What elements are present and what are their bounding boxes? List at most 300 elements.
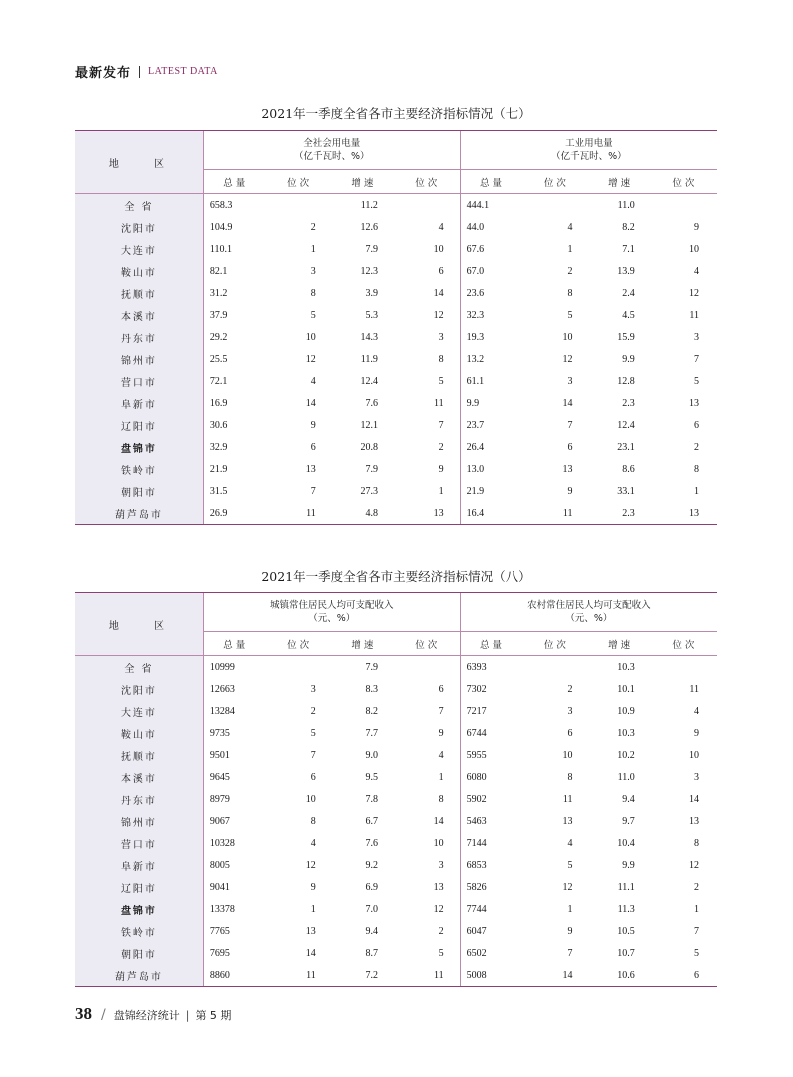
growth-cell: 8.3 bbox=[365, 683, 378, 695]
rank-cell: 9 bbox=[567, 485, 573, 497]
rank-cell: 1 bbox=[694, 903, 699, 915]
total-cell: 5955 bbox=[460, 744, 524, 766]
table-row bbox=[75, 458, 717, 480]
rank-cell: 9 bbox=[694, 727, 699, 739]
rank-cell: 14 bbox=[562, 397, 573, 409]
growth-cell: 27.3 bbox=[360, 485, 378, 497]
growth-cell: 10.2 bbox=[617, 749, 635, 761]
growth-cell: 4.8 bbox=[332, 502, 396, 525]
total-cell: 110.1 bbox=[203, 238, 267, 260]
growth-cell: 9.7 bbox=[622, 815, 635, 827]
rank-cell: 13 bbox=[433, 881, 444, 893]
total-cell: 5826 bbox=[460, 876, 524, 898]
rank-cell: 14 bbox=[305, 947, 316, 959]
rank-cell: 4 bbox=[310, 375, 316, 387]
total-cell: 6853 bbox=[460, 854, 524, 876]
total-cell: 13.2 bbox=[460, 348, 524, 370]
col-header: 总量 bbox=[203, 170, 267, 194]
growth-cell: 10.7 bbox=[617, 947, 635, 959]
growth-cell: 10.3 bbox=[617, 727, 635, 739]
table-row bbox=[75, 656, 717, 679]
growth-cell: 9.4 bbox=[365, 925, 378, 937]
rank-cell: 1 bbox=[310, 903, 316, 915]
rank-cell: 7 bbox=[567, 419, 573, 431]
rank-cell: 10 bbox=[562, 331, 573, 343]
total-cell: 32.3 bbox=[460, 304, 524, 326]
table-row bbox=[75, 304, 717, 326]
rank-cell: 8 bbox=[310, 287, 316, 299]
total-cell: 6080 bbox=[460, 766, 524, 788]
group-title: 农村常住居民人均可支配收入 bbox=[527, 600, 651, 611]
rank-cell: 6 bbox=[438, 265, 444, 277]
table8 bbox=[75, 592, 717, 987]
rank-cell bbox=[396, 656, 460, 679]
rank-cell: 9 bbox=[567, 925, 573, 937]
rank-cell: 8 bbox=[438, 793, 444, 805]
total-cell: 7302 bbox=[460, 678, 524, 700]
rank-cell: 1 bbox=[567, 903, 573, 915]
total-cell: 9067 bbox=[203, 810, 267, 832]
total-cell: 19.3 bbox=[460, 326, 524, 348]
growth-cell: 2.4 bbox=[622, 287, 635, 299]
region-cell: 朝阳市 bbox=[75, 942, 203, 964]
rank-cell: 12 bbox=[562, 353, 573, 365]
region-cell: 辽阳市 bbox=[75, 876, 203, 898]
total-cell: 7217 bbox=[460, 700, 524, 722]
rank-cell: 4 bbox=[694, 265, 699, 277]
total-cell: 23.7 bbox=[460, 414, 524, 436]
region-cell: 本溪市 bbox=[75, 304, 203, 326]
col-header: 增速 bbox=[332, 632, 396, 656]
total-cell: 13284 bbox=[203, 700, 267, 722]
rank-cell: 7 bbox=[694, 353, 699, 365]
rank-cell bbox=[268, 656, 332, 679]
rank-cell: 3 bbox=[310, 683, 316, 695]
region-cell: 抚顺市 bbox=[75, 282, 203, 304]
col-header: 总量 bbox=[460, 632, 524, 656]
table-row bbox=[75, 678, 717, 700]
rank-cell: 2 bbox=[310, 221, 316, 233]
growth-cell: 7.9 bbox=[365, 463, 378, 475]
table7 bbox=[75, 130, 717, 525]
rank-cell: 6 bbox=[567, 441, 573, 453]
rank-cell: 12 bbox=[689, 859, 699, 871]
table7-body bbox=[75, 194, 717, 525]
table-row bbox=[75, 964, 717, 987]
region-cell: 丹东市 bbox=[75, 788, 203, 810]
region-cell: 丹东市 bbox=[75, 326, 203, 348]
region-cell: 鞍山市 bbox=[75, 722, 203, 744]
total-cell: 7744 bbox=[460, 898, 524, 920]
rank-cell: 5 bbox=[438, 375, 444, 387]
total-cell: 13378 bbox=[203, 898, 267, 920]
table-row bbox=[75, 810, 717, 832]
rank-cell: 5 bbox=[310, 727, 316, 739]
rank-cell: 4 bbox=[438, 749, 444, 761]
growth-cell: 5.3 bbox=[365, 309, 378, 321]
group-header-electricity bbox=[203, 131, 460, 170]
region-header: 地 区 bbox=[75, 593, 203, 656]
col-header: 位次 bbox=[653, 632, 717, 656]
section-subtitle: LATEST DATA bbox=[148, 66, 218, 77]
table-row bbox=[75, 392, 717, 414]
table-row bbox=[75, 942, 717, 964]
total-cell: 10328 bbox=[203, 832, 267, 854]
table-row bbox=[75, 502, 717, 525]
rank-cell: 10 bbox=[433, 243, 444, 255]
growth-cell: 8.6 bbox=[622, 463, 635, 475]
growth-cell: 11.2 bbox=[360, 199, 378, 211]
rank-cell: 13 bbox=[305, 925, 316, 937]
table-row bbox=[75, 480, 717, 502]
total-cell: 9735 bbox=[203, 722, 267, 744]
total-cell: 9041 bbox=[203, 876, 267, 898]
total-cell: 658.3 bbox=[203, 194, 267, 217]
region-cell: 铁岭市 bbox=[75, 458, 203, 480]
col-header: 总量 bbox=[203, 632, 267, 656]
col-header: 增速 bbox=[332, 170, 396, 194]
rank-cell: 2 bbox=[310, 705, 316, 717]
growth-cell: 11.3 bbox=[617, 903, 635, 915]
total-cell: 5902 bbox=[460, 788, 524, 810]
growth-cell: 9.4 bbox=[622, 793, 635, 805]
table-row bbox=[75, 282, 717, 304]
rank-cell: 9 bbox=[310, 881, 316, 893]
region-cell: 锦州市 bbox=[75, 810, 203, 832]
group-title: 全社会用电量 bbox=[303, 138, 361, 149]
total-cell: 30.6 bbox=[203, 414, 267, 436]
rank-cell: 1 bbox=[438, 485, 444, 497]
table-row bbox=[75, 216, 717, 238]
group-title: 工业用电量 bbox=[565, 138, 613, 149]
total-cell: 9.9 bbox=[460, 392, 524, 414]
col-header: 位次 bbox=[268, 632, 332, 656]
growth-cell: 7.9 bbox=[365, 243, 378, 255]
rank-cell: 2 bbox=[694, 881, 699, 893]
total-cell: 5463 bbox=[460, 810, 524, 832]
rank-cell: 10 bbox=[305, 793, 316, 805]
rank-cell bbox=[396, 194, 460, 217]
growth-cell: 20.8 bbox=[360, 441, 378, 453]
rank-cell: 9 bbox=[310, 419, 316, 431]
total-cell: 10999 bbox=[203, 656, 267, 679]
total-cell: 21.9 bbox=[460, 480, 524, 502]
region-cell: 营口市 bbox=[75, 832, 203, 854]
table-row bbox=[75, 832, 717, 854]
growth-cell: 7.8 bbox=[365, 793, 378, 805]
region-cell: 阜新市 bbox=[75, 854, 203, 876]
rank-cell: 13 bbox=[396, 502, 460, 525]
growth-cell: 14.3 bbox=[360, 331, 378, 343]
growth-cell: 12.1 bbox=[360, 419, 378, 431]
rank-cell: 14 bbox=[689, 793, 699, 805]
rank-cell: 6 bbox=[310, 771, 316, 783]
rank-cell: 13 bbox=[562, 463, 573, 475]
rank-cell: 8 bbox=[567, 771, 573, 783]
group-unit: （元、%） bbox=[565, 613, 613, 624]
rank-cell: 13 bbox=[562, 815, 573, 827]
region-cell: 朝阳市 bbox=[75, 480, 203, 502]
rank-cell: 12 bbox=[305, 859, 316, 871]
rank-cell: 2 bbox=[438, 925, 444, 937]
rank-cell: 10 bbox=[689, 243, 699, 255]
rank-cell: 8 bbox=[694, 837, 699, 849]
table7-title: 2021年一季度全省各市主要经济指标情况（七） bbox=[261, 106, 531, 121]
rank-cell: 11 bbox=[268, 502, 332, 525]
rank-cell: 14 bbox=[433, 287, 444, 299]
group-title: 城镇常住居民人均可支配收入 bbox=[270, 600, 394, 611]
region-cell: 大连市 bbox=[75, 700, 203, 722]
region-cell: 盘锦市 bbox=[75, 898, 203, 920]
region-cell: 葫芦岛市 bbox=[75, 502, 203, 525]
total-cell: 444.1 bbox=[460, 194, 524, 217]
total-cell: 16.4 bbox=[460, 502, 524, 525]
rank-cell: 12 bbox=[689, 287, 699, 299]
region-cell: 大连市 bbox=[75, 238, 203, 260]
rank-cell: 13 bbox=[305, 463, 316, 475]
growth-cell: 8.7 bbox=[365, 947, 378, 959]
rank-cell: 3 bbox=[438, 859, 444, 871]
rank-cell: 3 bbox=[694, 331, 699, 343]
growth-cell: 12.6 bbox=[360, 221, 378, 233]
total-cell: 8979 bbox=[203, 788, 267, 810]
total-cell: 72.1 bbox=[203, 370, 267, 392]
table-row bbox=[75, 744, 717, 766]
rank-cell: 4 bbox=[694, 705, 699, 717]
region-cell: 营口市 bbox=[75, 370, 203, 392]
rank-cell: 12 bbox=[433, 309, 444, 321]
col-header: 位次 bbox=[653, 170, 717, 194]
growth-cell: 7.0 bbox=[365, 903, 378, 915]
table-row bbox=[75, 348, 717, 370]
rank-cell: 7 bbox=[310, 485, 316, 497]
rank-cell: 6 bbox=[567, 727, 573, 739]
rank-cell: 7 bbox=[310, 749, 316, 761]
rank-cell: 2 bbox=[567, 265, 573, 277]
section-header bbox=[75, 62, 218, 81]
rank-cell bbox=[653, 194, 717, 217]
rank-cell bbox=[524, 656, 588, 679]
rank-cell: 11 bbox=[268, 964, 332, 987]
rank-cell: 11 bbox=[689, 309, 699, 321]
page-footer bbox=[75, 1004, 231, 1024]
region-cell: 抚顺市 bbox=[75, 744, 203, 766]
total-cell: 5008 bbox=[460, 964, 524, 987]
rank-cell: 13 bbox=[689, 397, 699, 409]
total-cell: 31.2 bbox=[203, 282, 267, 304]
rank-cell: 6 bbox=[653, 964, 717, 987]
rank-cell: 10 bbox=[689, 749, 699, 761]
section-title: 最新发布 bbox=[75, 66, 132, 81]
rank-cell: 4 bbox=[438, 221, 444, 233]
total-cell: 31.5 bbox=[203, 480, 267, 502]
growth-cell: 4.5 bbox=[622, 309, 635, 321]
rank-cell: 11 bbox=[524, 502, 588, 525]
rank-cell: 13 bbox=[653, 502, 717, 525]
growth-cell: 9.2 bbox=[365, 859, 378, 871]
group-header-industrial-electricity bbox=[460, 131, 717, 170]
rank-cell bbox=[524, 194, 588, 217]
growth-cell: 9.9 bbox=[622, 353, 635, 365]
rank-cell: 4 bbox=[567, 837, 573, 849]
total-cell: 67.6 bbox=[460, 238, 524, 260]
rank-cell: 10 bbox=[305, 331, 316, 343]
growth-cell: 10.3 bbox=[617, 661, 635, 673]
rank-cell: 3 bbox=[438, 331, 444, 343]
growth-cell: 12.4 bbox=[617, 419, 635, 431]
rank-cell: 8 bbox=[438, 353, 444, 365]
table8-title: 2021年一季度全省各市主要经济指标情况（八） bbox=[261, 569, 531, 584]
total-cell: 9645 bbox=[203, 766, 267, 788]
growth-cell: 33.1 bbox=[617, 485, 635, 497]
table-row bbox=[75, 920, 717, 942]
total-cell: 26.9 bbox=[203, 502, 267, 525]
rank-cell: 14 bbox=[524, 964, 588, 987]
region-cell: 全 省 bbox=[75, 194, 203, 217]
col-header: 位次 bbox=[396, 632, 460, 656]
rank-cell: 3 bbox=[567, 375, 573, 387]
total-cell: 25.5 bbox=[203, 348, 267, 370]
region-cell: 本溪市 bbox=[75, 766, 203, 788]
table-row bbox=[75, 854, 717, 876]
total-cell: 6502 bbox=[460, 942, 524, 964]
growth-cell: 7.1 bbox=[622, 243, 635, 255]
footer-separator: | bbox=[185, 1009, 190, 1022]
table-row bbox=[75, 260, 717, 282]
growth-cell: 10.4 bbox=[617, 837, 635, 849]
rank-cell: 7 bbox=[438, 419, 444, 431]
rank-cell: 11 bbox=[396, 964, 460, 987]
region-cell: 盘锦市 bbox=[75, 436, 203, 458]
growth-cell: 12.4 bbox=[360, 375, 378, 387]
col-header: 增速 bbox=[589, 170, 653, 194]
region-cell: 鞍山市 bbox=[75, 260, 203, 282]
table-row bbox=[75, 876, 717, 898]
growth-cell: 12.3 bbox=[360, 265, 378, 277]
rank-cell: 5 bbox=[567, 859, 573, 871]
rank-cell: 12 bbox=[305, 353, 316, 365]
col-header: 位次 bbox=[524, 632, 588, 656]
rank-cell: 9 bbox=[694, 221, 699, 233]
rank-cell: 1 bbox=[438, 771, 444, 783]
footer-slash: / bbox=[101, 1007, 106, 1023]
total-cell: 13.0 bbox=[460, 458, 524, 480]
region-cell: 沈阳市 bbox=[75, 216, 203, 238]
growth-cell: 10.5 bbox=[617, 925, 635, 937]
total-cell: 61.1 bbox=[460, 370, 524, 392]
growth-cell: 11.0 bbox=[617, 199, 635, 211]
total-cell: 29.2 bbox=[203, 326, 267, 348]
rank-cell: 14 bbox=[433, 815, 444, 827]
region-cell: 沈阳市 bbox=[75, 678, 203, 700]
growth-cell: 11.1 bbox=[617, 881, 635, 893]
total-cell: 8005 bbox=[203, 854, 267, 876]
rank-cell: 5 bbox=[694, 375, 699, 387]
group-header-urban-income bbox=[203, 593, 460, 632]
table-row bbox=[75, 194, 717, 217]
rank-cell: 4 bbox=[567, 221, 573, 233]
rank-cell: 6 bbox=[694, 419, 699, 431]
col-header: 位次 bbox=[524, 170, 588, 194]
total-cell: 12663 bbox=[203, 678, 267, 700]
rank-cell: 12 bbox=[433, 903, 444, 915]
table8-body bbox=[75, 656, 717, 987]
total-cell: 7765 bbox=[203, 920, 267, 942]
growth-cell: 7.9 bbox=[365, 661, 378, 673]
growth-cell: 9.9 bbox=[622, 859, 635, 871]
rank-cell: 11 bbox=[562, 793, 573, 805]
col-header: 位次 bbox=[396, 170, 460, 194]
rank-cell: 3 bbox=[310, 265, 316, 277]
growth-cell: 6.9 bbox=[365, 881, 378, 893]
growth-cell: 6.7 bbox=[365, 815, 378, 827]
col-header: 总量 bbox=[460, 170, 524, 194]
magazine-name: 盘锦经济统计 bbox=[113, 1009, 180, 1022]
growth-cell: 9.5 bbox=[365, 771, 378, 783]
growth-cell: 11.9 bbox=[360, 353, 378, 365]
growth-cell: 23.1 bbox=[617, 441, 635, 453]
rank-cell: 8 bbox=[694, 463, 699, 475]
rank-cell: 6 bbox=[310, 441, 316, 453]
rank-cell: 11 bbox=[689, 683, 699, 695]
region-cell: 辽阳市 bbox=[75, 414, 203, 436]
growth-cell: 2.3 bbox=[622, 397, 635, 409]
group-unit: （元、%） bbox=[308, 613, 356, 624]
total-cell: 7144 bbox=[460, 832, 524, 854]
region-cell: 葫芦岛市 bbox=[75, 964, 203, 987]
rank-cell: 8 bbox=[310, 815, 316, 827]
growth-cell: 7.2 bbox=[332, 964, 396, 987]
col-header: 位次 bbox=[268, 170, 332, 194]
rank-cell: 9 bbox=[438, 727, 444, 739]
total-cell: 16.9 bbox=[203, 392, 267, 414]
rank-cell: 7 bbox=[438, 705, 444, 717]
total-cell: 6393 bbox=[460, 656, 524, 679]
growth-cell: 7.6 bbox=[365, 397, 378, 409]
total-cell: 7695 bbox=[203, 942, 267, 964]
growth-cell: 8.2 bbox=[622, 221, 635, 233]
region-cell: 铁岭市 bbox=[75, 920, 203, 942]
total-cell: 44.0 bbox=[460, 216, 524, 238]
rank-cell: 2 bbox=[694, 441, 699, 453]
table-row bbox=[75, 898, 717, 920]
issue-number: 第 5 期 bbox=[195, 1009, 232, 1022]
total-cell: 6047 bbox=[460, 920, 524, 942]
rank-cell: 13 bbox=[689, 815, 699, 827]
rank-cell: 5 bbox=[694, 947, 699, 959]
rank-cell: 2 bbox=[438, 441, 444, 453]
group-header-rural-income bbox=[460, 593, 717, 632]
growth-cell: 8.2 bbox=[365, 705, 378, 717]
growth-cell: 7.6 bbox=[365, 837, 378, 849]
col-header: 增速 bbox=[589, 632, 653, 656]
growth-cell: 10.6 bbox=[589, 964, 653, 987]
table-row bbox=[75, 414, 717, 436]
table-row bbox=[75, 766, 717, 788]
group-unit: （亿千瓦时、%） bbox=[551, 151, 627, 162]
growth-cell: 13.9 bbox=[617, 265, 635, 277]
rank-cell: 8 bbox=[567, 287, 573, 299]
rank-cell: 10 bbox=[562, 749, 573, 761]
rank-cell: 7 bbox=[694, 925, 699, 937]
total-cell: 23.6 bbox=[460, 282, 524, 304]
rank-cell: 6 bbox=[438, 683, 444, 695]
growth-cell: 10.9 bbox=[617, 705, 635, 717]
total-cell: 104.9 bbox=[203, 216, 267, 238]
total-cell: 9501 bbox=[203, 744, 267, 766]
region-header: 地 区 bbox=[75, 131, 203, 194]
growth-cell: 15.9 bbox=[617, 331, 635, 343]
